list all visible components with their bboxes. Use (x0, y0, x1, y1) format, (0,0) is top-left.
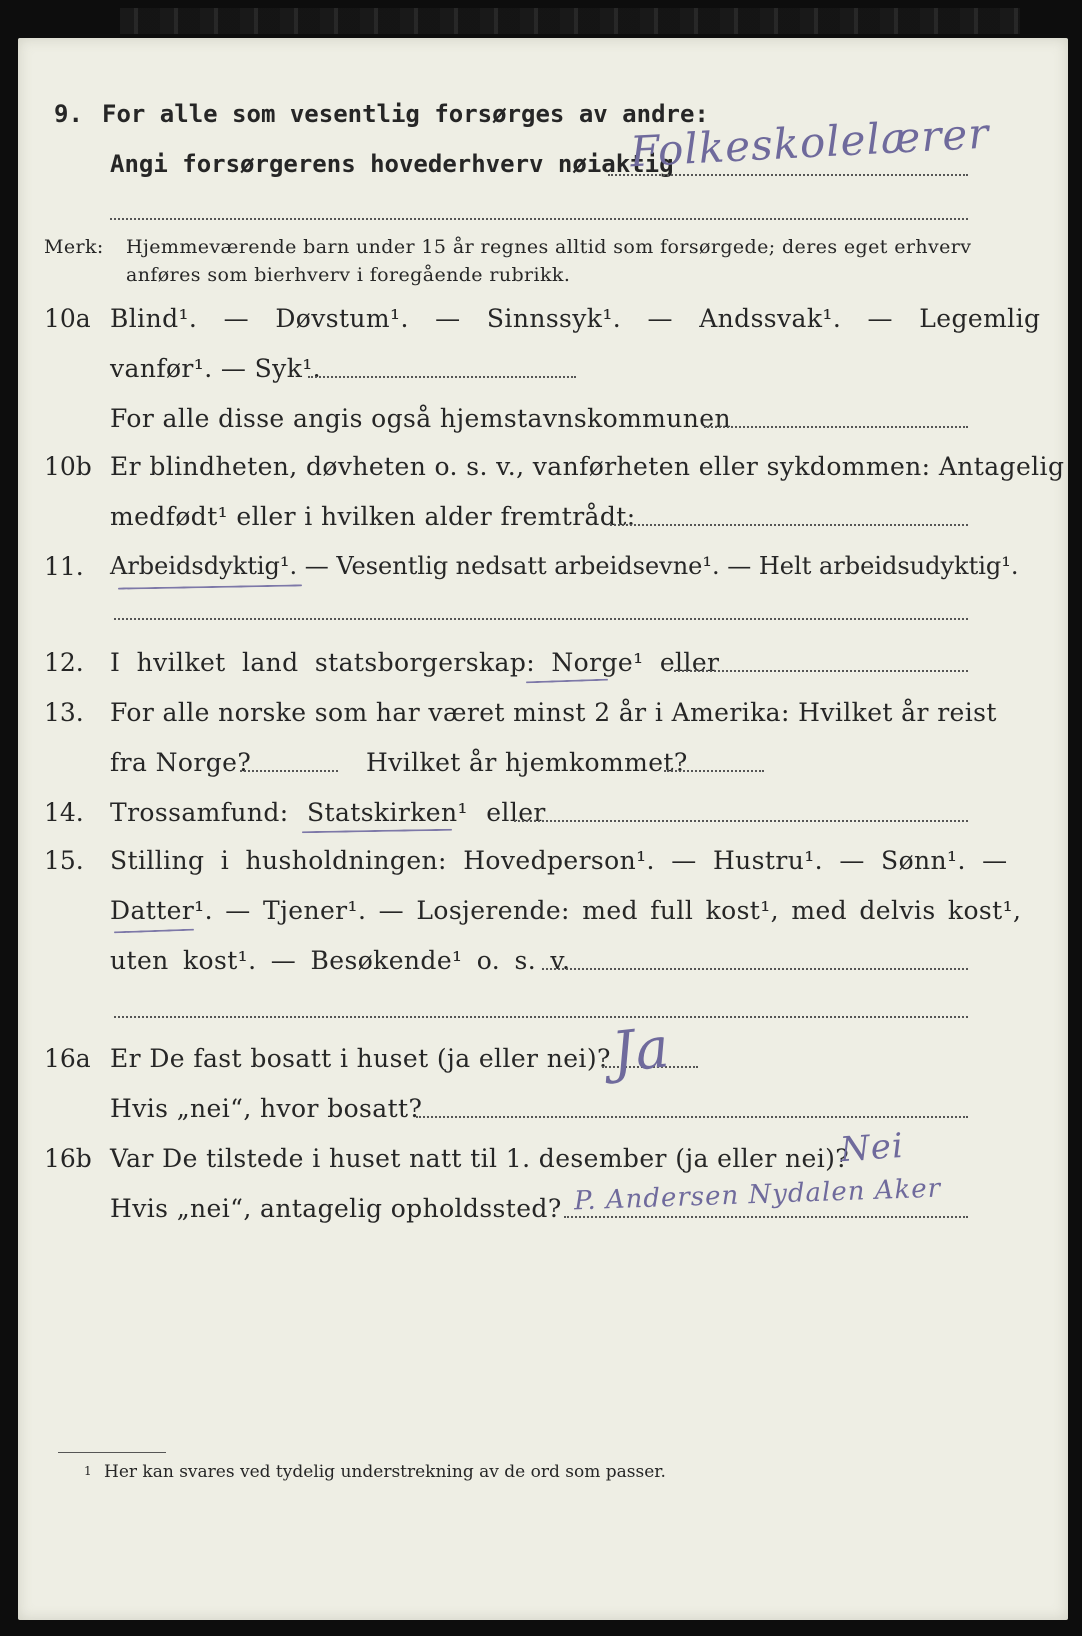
q14-line1: Trossamfund: Statskirken¹ eller (110, 798, 546, 827)
q9-blank-line (110, 218, 968, 220)
q13-reist-line (240, 770, 338, 772)
q15-blank-line (114, 1016, 968, 1018)
q16b-number: 16b (44, 1144, 92, 1173)
q16b-line2: Hvis „nei“, antagelig opholdssted? (110, 1194, 562, 1223)
q9-number: 9. (54, 100, 83, 128)
q15-line3: uten kost¹. — Besøkende¹ o. s. v. (110, 946, 571, 975)
q13-line2a: fra Norge? (110, 748, 252, 777)
q11-underline-arbeidsdyktig (118, 584, 302, 589)
q12-underline-norge (526, 679, 608, 684)
q12-answer-line (674, 670, 968, 672)
q11-number: 11. (44, 552, 84, 581)
q10a-syk-line (308, 376, 576, 378)
q10a-line2: vanfør¹. — Syk¹. (110, 354, 322, 383)
q16b-line1: Var De tilstede i huset natt til 1. desember (ja eller nei)? (110, 1144, 850, 1173)
q15-underline-datter (114, 929, 194, 934)
q14-answer-line (514, 820, 968, 822)
q16a-handwritten-answer: Ja (608, 1015, 674, 1086)
q10a-hjemstavn-line (704, 426, 968, 428)
q10a-number: 10a (44, 304, 91, 333)
q11-blank-line (114, 618, 968, 620)
q15-answer-line (542, 968, 968, 970)
q13-number: 13. (44, 698, 84, 727)
q9-line2: Angi forsørgerens hovederhverv nøiaktig (110, 150, 674, 178)
merk-line2: anføres som bierhverv i foregående rubrikk. (126, 264, 571, 286)
merk-label: Merk: (44, 236, 104, 258)
footnote-rule (58, 1452, 166, 1453)
q13-line2b: Hvilket år hjemkommet? (366, 748, 688, 777)
census-form-page (18, 38, 1068, 1620)
q16a-line2: Hvis „nei“, hvor bosatt? (110, 1094, 423, 1123)
q13-hjemkommet-line (664, 770, 764, 772)
q12-line1: I hvilket land statsborgerskap: Norge¹ eller (110, 648, 720, 677)
q15-line1: Stilling i husholdningen: Hovedperson¹. — Hustru¹. — Sønn¹. — (110, 846, 1008, 875)
q10a-line3: For alle disse angis også hjemstavnskommunen (110, 404, 731, 433)
q16a-bosatt-line (416, 1116, 968, 1118)
q10b-number: 10b (44, 452, 92, 481)
scan-top-edge (120, 8, 1020, 34)
q13-line1: For alle norske som har været minst 2 år i Amerika: Hvilket år reist (110, 698, 997, 727)
q15-number: 15. (44, 846, 84, 875)
q10b-answer-line (610, 524, 968, 526)
q16b-opholdssted-line (564, 1216, 968, 1218)
q10a-line1: Blind¹. — Døvstum¹. — Sinnssyk¹. — Andssvak¹. — Legemlig (110, 304, 1041, 333)
footnote-text: Her kan svares ved tydelig understrekning av de ord som passer. (104, 1462, 666, 1482)
q9-handwritten-answer: Folkeskolelærer (628, 108, 991, 177)
q16a-line1: Er De fast bosatt i huset (ja eller nei)? (110, 1044, 611, 1073)
q16a-number: 16a (44, 1044, 91, 1073)
q11-line1: Arbeidsdyktig¹. — Vesentlig nedsatt arbeidsevne¹. — Helt arbeidsudyktig¹. (110, 552, 1019, 580)
q16b-handwritten-place: P. Andersen Nydalen Aker (573, 1173, 942, 1217)
q10b-line1: Er blindheten, døvheten o. s. v., vanførheten eller sykdommen: Antagelig (110, 452, 1065, 481)
footnote-mark: 1 (84, 1464, 92, 1478)
q10b-line2: medfødt¹ eller i hvilken alder fremtrådt: (110, 502, 636, 531)
merk-line1: Hjemmeværende barn under 15 år regnes alltid som forsørgede; deres eget erhverv (126, 236, 972, 258)
q9-line1: For alle som vesentlig forsørges av andre: (102, 100, 709, 128)
q14-number: 14. (44, 798, 84, 827)
q16b-handwritten-answer: Nei (838, 1125, 906, 1171)
q15-line2: Datter¹. — Tjener¹. — Losjerende: med full kost¹, med delvis kost¹, (110, 896, 1022, 925)
q12-number: 12. (44, 648, 84, 677)
q14-underline-statskirken (302, 829, 452, 834)
